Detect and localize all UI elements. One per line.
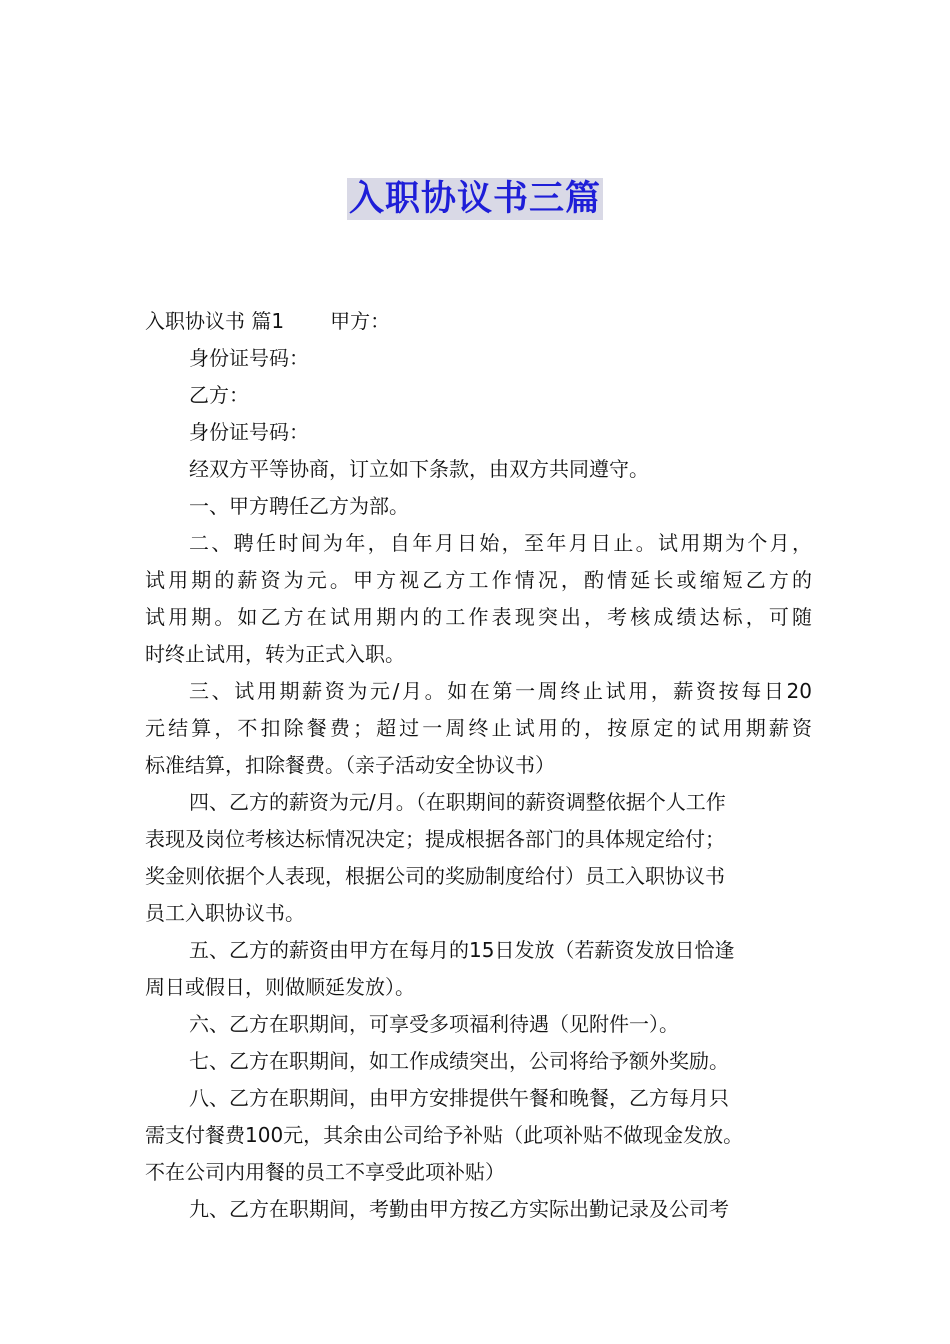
- paragraph-line: 一、甲方聘任乙方为部。: [189, 494, 409, 518]
- paragraph-line: 时终止试用，转为正式入职。: [145, 642, 405, 666]
- paragraph-line: 标准结算，扣除餐费。（亲子活动安全协议书）: [145, 753, 555, 777]
- paragraph-line: 奖金则依据个人表现，根据公司的奖励制度给付）员工入职协议书: [145, 864, 725, 888]
- paragraph-line: 身份证号码：: [189, 346, 309, 370]
- section-heading: 入职协议书 篇1: [145, 309, 285, 333]
- paragraph-line: 二、聘任时间为年，自年月日始，至年月日止。试用期为个月，: [189, 531, 812, 555]
- paragraph-line: 需支付餐费100元，其余由公司给予补贴（此项补贴不做现金发放。: [145, 1123, 744, 1147]
- paragraph-line: 身份证号码：: [189, 420, 309, 444]
- paragraph-line: 六、乙方在职期间，可享受多项福利待遇（见附件一）。: [189, 1012, 679, 1036]
- paragraph-line: 乙方：: [189, 383, 249, 407]
- paragraph-line: 七、乙方在职期间，如工作成绩突出，公司将给予额外奖励。: [189, 1049, 729, 1073]
- paragraph-line: 表现及岗位考核达标情况决定；提成根据各部门的具体规定给付；: [145, 827, 725, 851]
- paragraph-line: 四、乙方的薪资为元/月。（在职期间的薪资调整依据个人工作: [189, 790, 726, 814]
- paragraph-line: 不在公司内用餐的员工不享受此项补贴）: [145, 1160, 505, 1184]
- paragraph-line: 试用期的薪资为元。甲方视乙方工作情况，酌情延长或缩短乙方的: [145, 568, 812, 592]
- title-wrapper: [0, 178, 950, 220]
- paragraph-line: 五、乙方的薪资由甲方在每月的15日发放（若薪资发放日恰逢: [189, 938, 735, 962]
- paragraph-line: 元结算，不扣除餐费；超过一周终止试用的，按原定的试用期薪资: [145, 716, 812, 740]
- paragraph-line: 试用期。如乙方在试用期内的工作表现突出，考核成绩达标，可随: [145, 605, 812, 629]
- paragraph-line: 经双方平等协商，订立如下条款，由双方共同遵守。: [189, 457, 649, 481]
- party-a-label: 甲方：: [330, 309, 391, 333]
- header-line: [145, 303, 812, 340]
- document-title: 入职协议书三篇: [348, 179, 601, 219]
- document-body: [145, 303, 812, 1228]
- paragraph-line: 周日或假日，则做顺延发放）。: [145, 975, 415, 999]
- paragraph-line: 三、试用期薪资为元/月。如在第一周终止试用，薪资按每日20: [189, 679, 812, 703]
- paragraph-line: 八、乙方在职期间，由甲方安排提供午餐和晚餐，乙方每月只: [189, 1086, 729, 1110]
- paragraph-line: 九、乙方在职期间，考勤由甲方按乙方实际出勤记录及公司考: [189, 1197, 729, 1221]
- paragraph-line: 员工入职协议书。: [145, 901, 305, 925]
